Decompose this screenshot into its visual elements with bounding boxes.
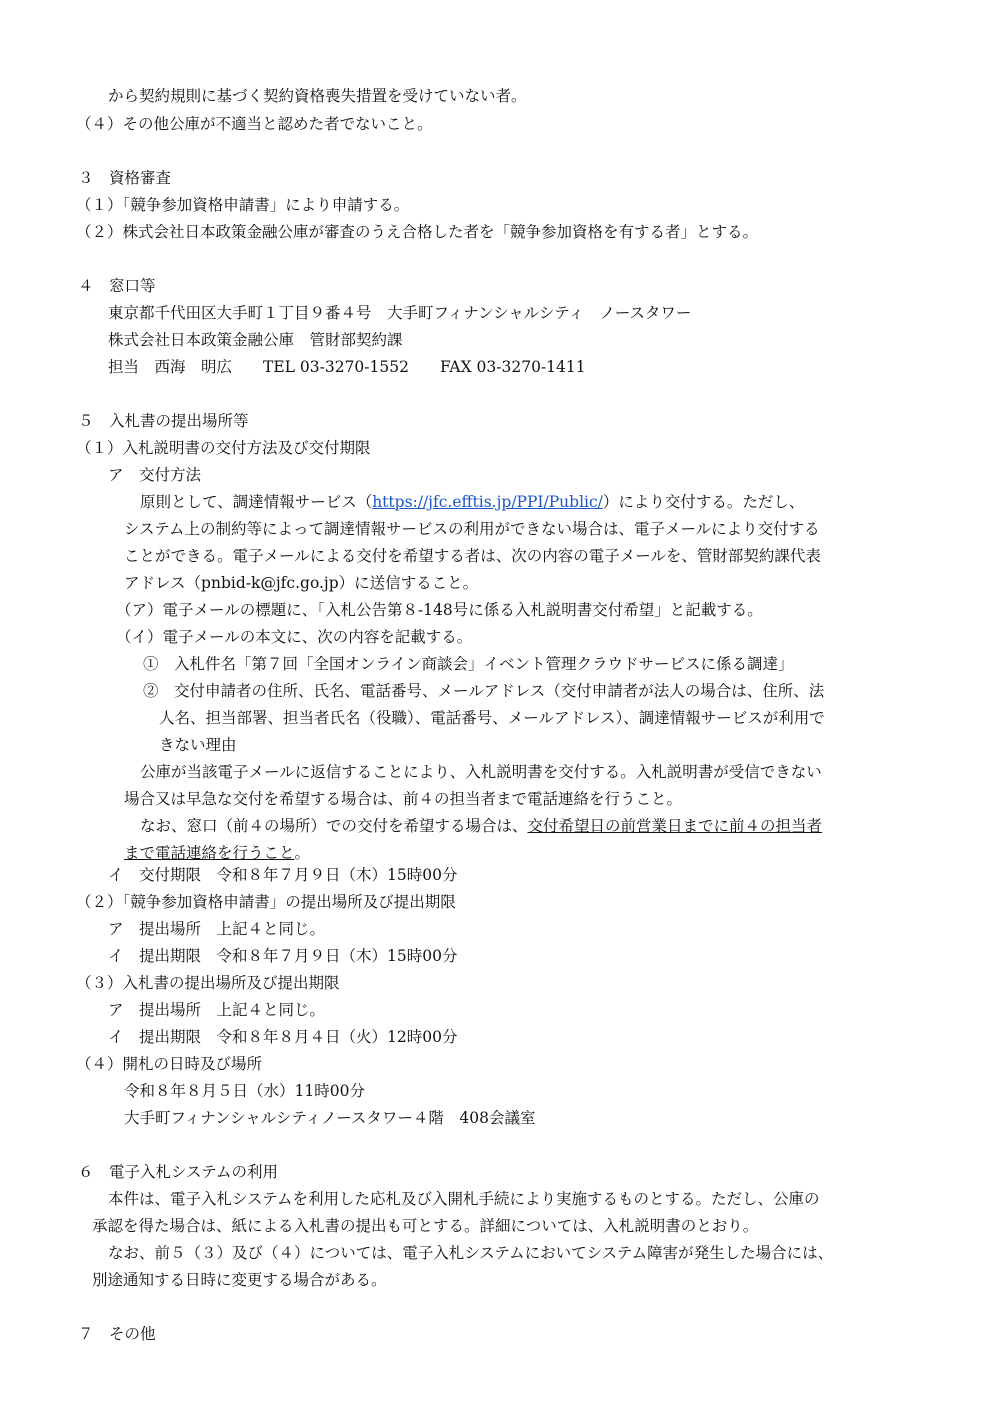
text-line: （２）「競争参加資格申請書」の提出場所及び提出期限 <box>76 893 456 911</box>
section-heading: ４ 窓口等 <box>78 277 156 295</box>
text-line: 東京都千代田区大手町１丁目９番４号 大手町フィナンシャルシティ ノースタワー <box>108 304 692 322</box>
text-line: 本件は、電子入札システムを利用した応札及び入開札手続により実施するものとする。ただし、公庫の <box>108 1190 820 1208</box>
text-line: （１）「競争参加資格申請書」により申請する。 <box>76 196 410 214</box>
text-line: 公庫が当該電子メールに返信することにより、入札説明書を交付する。入札説明書が受信できない <box>140 763 822 781</box>
section-heading: ６ 電子入札システムの利用 <box>78 1163 278 1181</box>
text-line: から契約規則に基づく契約資格喪失措置を受けていない者。 <box>108 87 527 105</box>
section-heading: ５ 入札書の提出場所等 <box>78 412 249 430</box>
text-line: 株式会社日本政策金融公庫 管財部契約課 <box>108 331 403 349</box>
section-heading: ３ 資格審査 <box>78 169 172 187</box>
text-line: きない理由 <box>159 736 237 754</box>
text-line: （３）入札書の提出場所及び提出期限 <box>76 974 340 992</box>
text-line: 別途通知する日時に変更する場合がある。 <box>92 1271 387 1289</box>
text-line: システム上の制約等によって調達情報サービスの利用ができない場合は、電子メールにより交付する <box>124 520 820 538</box>
text-line: イ 提出期限 令和８年７月９日（木）15時00分 <box>108 947 458 965</box>
text-line: （４）開札の日時及び場所 <box>76 1055 263 1073</box>
text-line: 場合又は早急な交付を希望する場合は、前４の担当者まで電話連絡を行うこと。 <box>124 790 683 808</box>
text-line: 原則として、調達情報サービス（https://jfc.efftis.jp/PPI/Public/）により交付する。ただし、 <box>140 493 805 511</box>
text-line: ことができる。電子メールによる交付を希望する者は、次の内容の電子メールを、管財部契約課代表 <box>124 547 821 565</box>
text-line: 担当 西海 明広 TEL 03-3270-1552 FAX 03-3270-1411 <box>108 358 586 376</box>
text-line: ① 入札件名「第７回「全国オンライン商談会」イベント管理クラウドサービスに係る調達」 <box>143 655 794 673</box>
text-line: 人名、担当部署、担当者氏名（役職）、電話番号、メールアドレス）、調達情報サービスが利用で <box>159 709 825 727</box>
text-line: イ 交付期限 令和８年７月９日（木）15時00分 <box>108 866 458 884</box>
text-line: なお、窓口（前４の場所）での交付を希望する場合は、交付希望日の前営業日までに前４の担当者 <box>140 817 823 835</box>
text-line: ア 交付方法 <box>108 466 202 484</box>
text-line: （ア）電子メールの標題に、「入札公告第８-148号に係る入札説明書交付希望」と記載する。 <box>116 601 763 619</box>
text-line: アドレス（pnbid-k@jfc.go.jp）に送信すること。 <box>124 574 479 592</box>
text-line: なお、前５（３）及び（４）については、電子入札システムにおいてシステム障害が発生した場合には、 <box>108 1244 834 1262</box>
text-line: ア 提出場所 上記４と同じ。 <box>108 920 326 938</box>
text-line: （イ）電子メールの本文に、次の内容を記載する。 <box>116 628 473 646</box>
text-line: イ 提出期限 令和８年８月４日（火）12時00分 <box>108 1028 458 1046</box>
text-line: （４）その他公庫が不適当と認めた者でないこと。 <box>76 115 433 133</box>
procurement-url-link[interactable]: https://jfc.efftis.jp/PPI/Public/ <box>372 493 603 511</box>
text-line: ア 提出場所 上記４と同じ。 <box>108 1001 326 1019</box>
text-line: ② 交付申請者の住所、氏名、電話番号、メールアドレス（交付申請者が法人の場合は、住所、法 <box>143 682 825 700</box>
text-line: 承認を得た場合は、紙による入札書の提出も可とする。詳細については、入札説明書のとおり。 <box>92 1217 759 1235</box>
text-line: 令和８年８月５日（水）11時00分 <box>124 1082 365 1100</box>
text-line: （２）株式会社日本政策金融公庫が審査のうえ合格した者を「競争参加資格を有する者」とする。 <box>76 223 759 241</box>
text-line: 大手町フィナンシャルシティノースタワー４階 408会議室 <box>124 1109 536 1127</box>
section-heading: ７ その他 <box>78 1325 156 1343</box>
text-line: （１）入札説明書の交付方法及び交付期限 <box>76 439 371 457</box>
text-line: まで電話連絡を行うこと。 <box>124 844 311 862</box>
